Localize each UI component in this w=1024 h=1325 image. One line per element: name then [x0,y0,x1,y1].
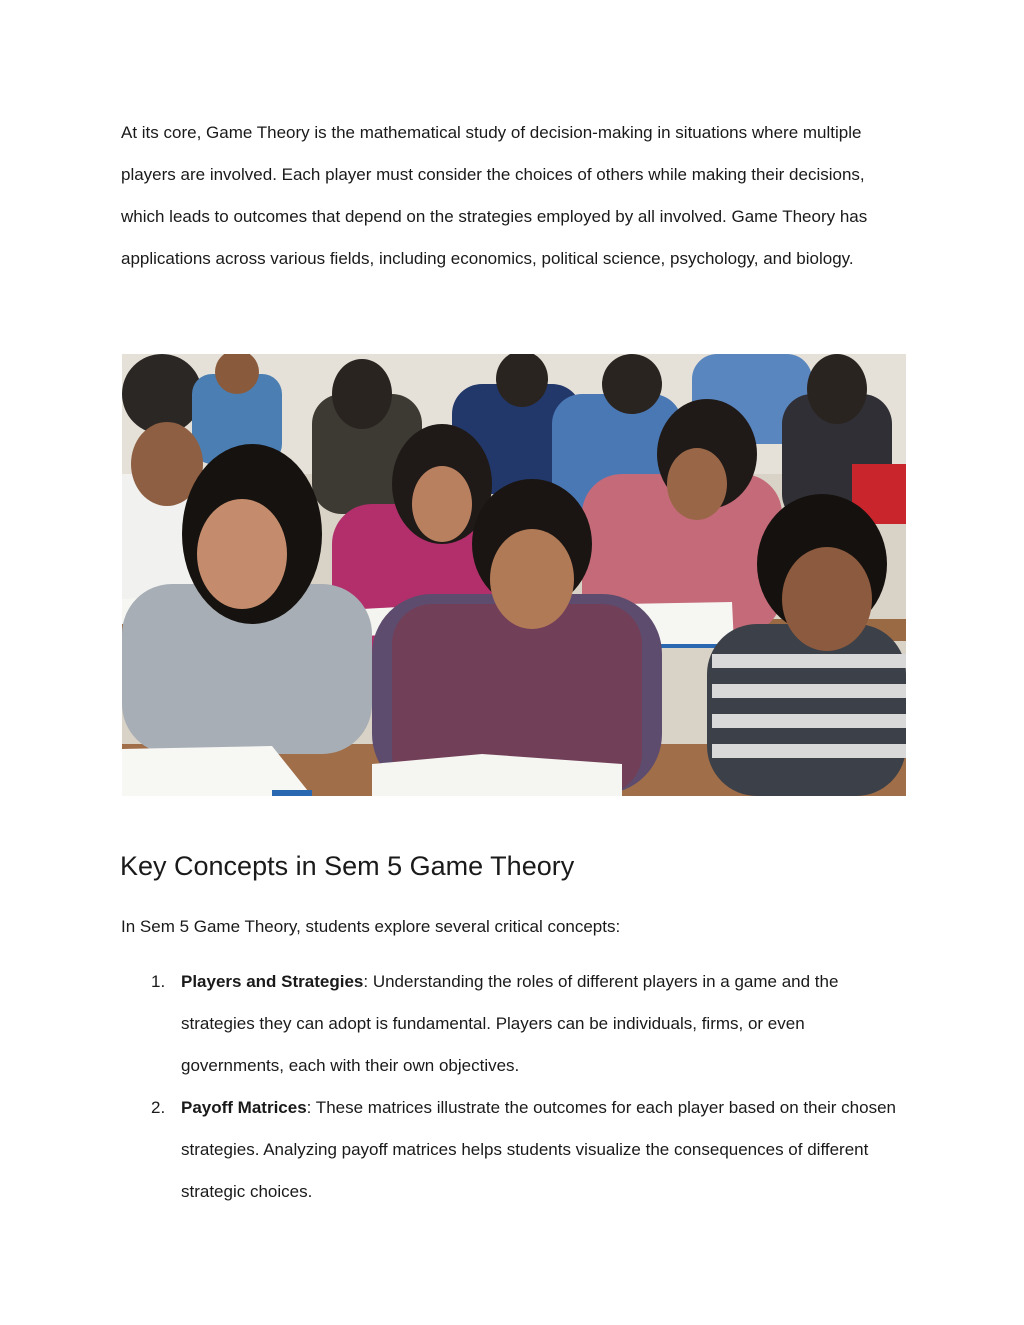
list-item-term: Payoff Matrices [181,1098,307,1117]
list-item-text: : These matrices illustrate the outcomes for each player based on their chosen strategies. Analyzing payoff matrices helps students visualize the consequences of different strategic choices. [181,1098,897,1201]
list-item-text: : Understanding the roles of different players in a game and the strategies they can adopt is fundamental. Players can be individuals, firms, or even governments, each with their own objectives. [181,972,839,1075]
list-number: 2. [151,1098,166,1117]
section-lead: In Sem 5 Game Theory, students explore several critical concepts: [121,917,621,936]
list-item [121,961,911,1087]
concepts-list [121,961,911,1213]
students-studying-photo [122,354,906,796]
section-heading: Key Concepts in Sem 5 Game Theory [120,851,575,881]
list-item-term: Players and Strategies [181,972,364,991]
intro-paragraph: At its core, Game Theory is the mathematical study of decision-making in situations where multiple players are involved. Each player must consider the choices of others while making their decisions, which leads to outcomes that depend on the strategies employed by all involved. Game Theory has applications across various fields, including economics, political science, psychology, and biology. [121,123,868,268]
list-item [121,1087,911,1213]
list-number: 1. [151,972,166,991]
